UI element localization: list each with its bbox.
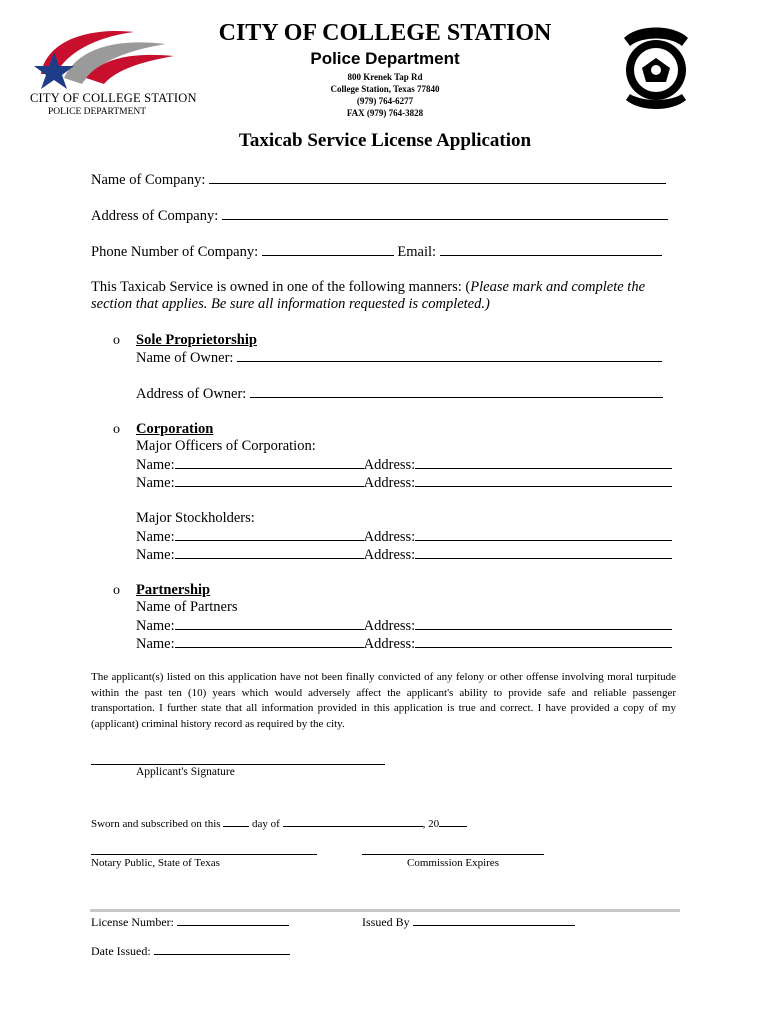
commission-expires-label: Commission Expires [407, 857, 499, 869]
officer-row-1 [136, 456, 672, 474]
header-fax: FAX (979) 764-3828 [346, 108, 424, 118]
logo-city-name: CITY OF COLLEGE STATION [30, 91, 197, 105]
officer-name-label: Name: [136, 457, 175, 473]
company-phone-label: Phone Number of Company: [91, 244, 259, 260]
owner-name-field[interactable] [237, 349, 662, 362]
license-number-label: License Number: [91, 915, 174, 929]
company-address-field[interactable] [222, 207, 668, 220]
date-issued-label: Date Issued: [91, 944, 151, 958]
company-phone-field[interactable] [262, 243, 394, 256]
partner-name-label: Name: [136, 618, 175, 634]
corporation-heading: Corporation [136, 421, 214, 437]
officer-2-address-field[interactable] [415, 474, 672, 487]
header-department: Police Department [310, 49, 460, 68]
partner-2-address-field[interactable] [415, 635, 672, 648]
partners-label: Name of Partners [136, 599, 238, 615]
partnership-heading: Partnership [136, 582, 211, 598]
partner-2-name-field[interactable] [175, 635, 364, 648]
stockholder-address-label: Address: [363, 529, 416, 545]
ownership-intro-italic-1: Please mark and complete the [470, 279, 646, 295]
issued-by-row [362, 915, 575, 930]
partner-1-name-field[interactable] [175, 617, 364, 630]
officer-2-name-field[interactable] [175, 474, 364, 487]
officer-1-address-field[interactable] [415, 456, 672, 469]
header-address-line-1: 800 Krenek Tap Rd [347, 72, 423, 82]
police-seal-icon [618, 22, 694, 114]
stockholders-label: Major Stockholders: [136, 510, 255, 526]
company-email-field[interactable] [440, 243, 662, 256]
header-title: CITY OF COLLEGE STATION [218, 20, 552, 46]
owner-address-field[interactable] [250, 385, 663, 398]
officer-1-name-field[interactable] [175, 456, 364, 469]
partner-address-label: Address: [363, 636, 416, 652]
officer-name-label: Name: [136, 475, 175, 491]
owner-address-row [136, 385, 663, 403]
sworn-text-3: , 20 [422, 818, 440, 830]
date-issued-field[interactable] [154, 944, 290, 955]
partner-name-label: Name: [136, 636, 175, 652]
stockholder-2-address-field[interactable] [415, 546, 672, 559]
owner-name-label: Name of Owner: [136, 350, 234, 366]
stockholder-1-address-field[interactable] [415, 528, 672, 541]
ownership-intro-text: This Taxicab Service is owned in one of the following manners: ( [91, 279, 471, 295]
company-address-row [91, 207, 668, 225]
logo-dept-name: POLICE DEPARTMENT [48, 107, 147, 117]
partner-1-address-field[interactable] [415, 617, 672, 630]
partner-address-label: Address: [363, 618, 416, 634]
sworn-day-field[interactable] [223, 816, 249, 827]
stockholder-name-label: Name: [136, 529, 175, 545]
notary-label: Notary Public, State of Texas [91, 857, 220, 869]
stockholder-2-name-field[interactable] [175, 546, 364, 559]
officers-label: Major Officers of Corporation: [136, 438, 316, 454]
company-name-label: Name of Company: [91, 172, 206, 188]
issued-by-field[interactable] [413, 915, 575, 926]
declaration-text: The applicant(s) listed on this application have not been finally convicted of any felony or other offense involving moral turpitude within the past ten (10) years which would adversely affect the applicant's ability to provide safe and reliable passenger transportation. I further state that all information provided in this application is true and correct. I have provided a copy of my (applicant) criminal history record as required by the city. [91, 671, 676, 730]
partner-row-1 [136, 617, 672, 635]
sworn-year-field[interactable] [439, 816, 467, 827]
corporation-checkbox[interactable]: o [113, 422, 120, 437]
stockholder-name-label: Name: [136, 547, 175, 563]
officer-address-label: Address: [363, 457, 416, 473]
stockholder-row-2 [136, 546, 672, 564]
ownership-intro-line-1 [91, 279, 645, 296]
signature-line[interactable] [91, 764, 385, 765]
officer-address-label: Address: [363, 475, 416, 491]
signature-label: Applicant's Signature [136, 766, 235, 778]
sole-proprietorship-heading: Sole Proprietorship [136, 332, 257, 348]
form-title: Taxicab Service License Application [238, 130, 532, 151]
company-address-label: Address of Company: [91, 208, 219, 224]
header-address-line-2: College Station, Texas 77840 [330, 84, 440, 94]
sworn-row [91, 816, 467, 830]
stockholder-row-1 [136, 528, 672, 546]
office-use-divider [90, 909, 680, 912]
sworn-text-1: Sworn and subscribed on this [91, 818, 221, 830]
owner-address-label: Address of Owner: [136, 386, 247, 402]
officer-row-2 [136, 474, 672, 492]
license-number-row [91, 915, 289, 930]
stockholder-address-label: Address: [363, 547, 416, 563]
sole-proprietorship-checkbox[interactable]: o [113, 333, 120, 348]
company-contact-row [91, 243, 662, 261]
company-name-row [91, 171, 666, 189]
issued-by-label: Issued By [362, 915, 410, 929]
license-number-field[interactable] [177, 915, 289, 926]
date-issued-row [91, 944, 290, 959]
partnership-checkbox[interactable]: o [113, 583, 120, 598]
ownership-intro-italic-2: section that applies. Be sure all information requested is completed.) [91, 296, 490, 312]
company-email-label: Email: [397, 244, 437, 260]
partner-row-2 [136, 635, 672, 653]
owner-name-row [136, 349, 662, 367]
sworn-text-2: day of [252, 818, 280, 830]
stockholder-1-name-field[interactable] [175, 528, 364, 541]
notary-signature-line[interactable] [91, 854, 317, 855]
company-name-field[interactable] [209, 171, 666, 184]
sworn-month-field[interactable] [283, 816, 423, 827]
commission-expires-line[interactable] [362, 854, 544, 855]
header-phone: (979) 764-6277 [356, 96, 414, 106]
